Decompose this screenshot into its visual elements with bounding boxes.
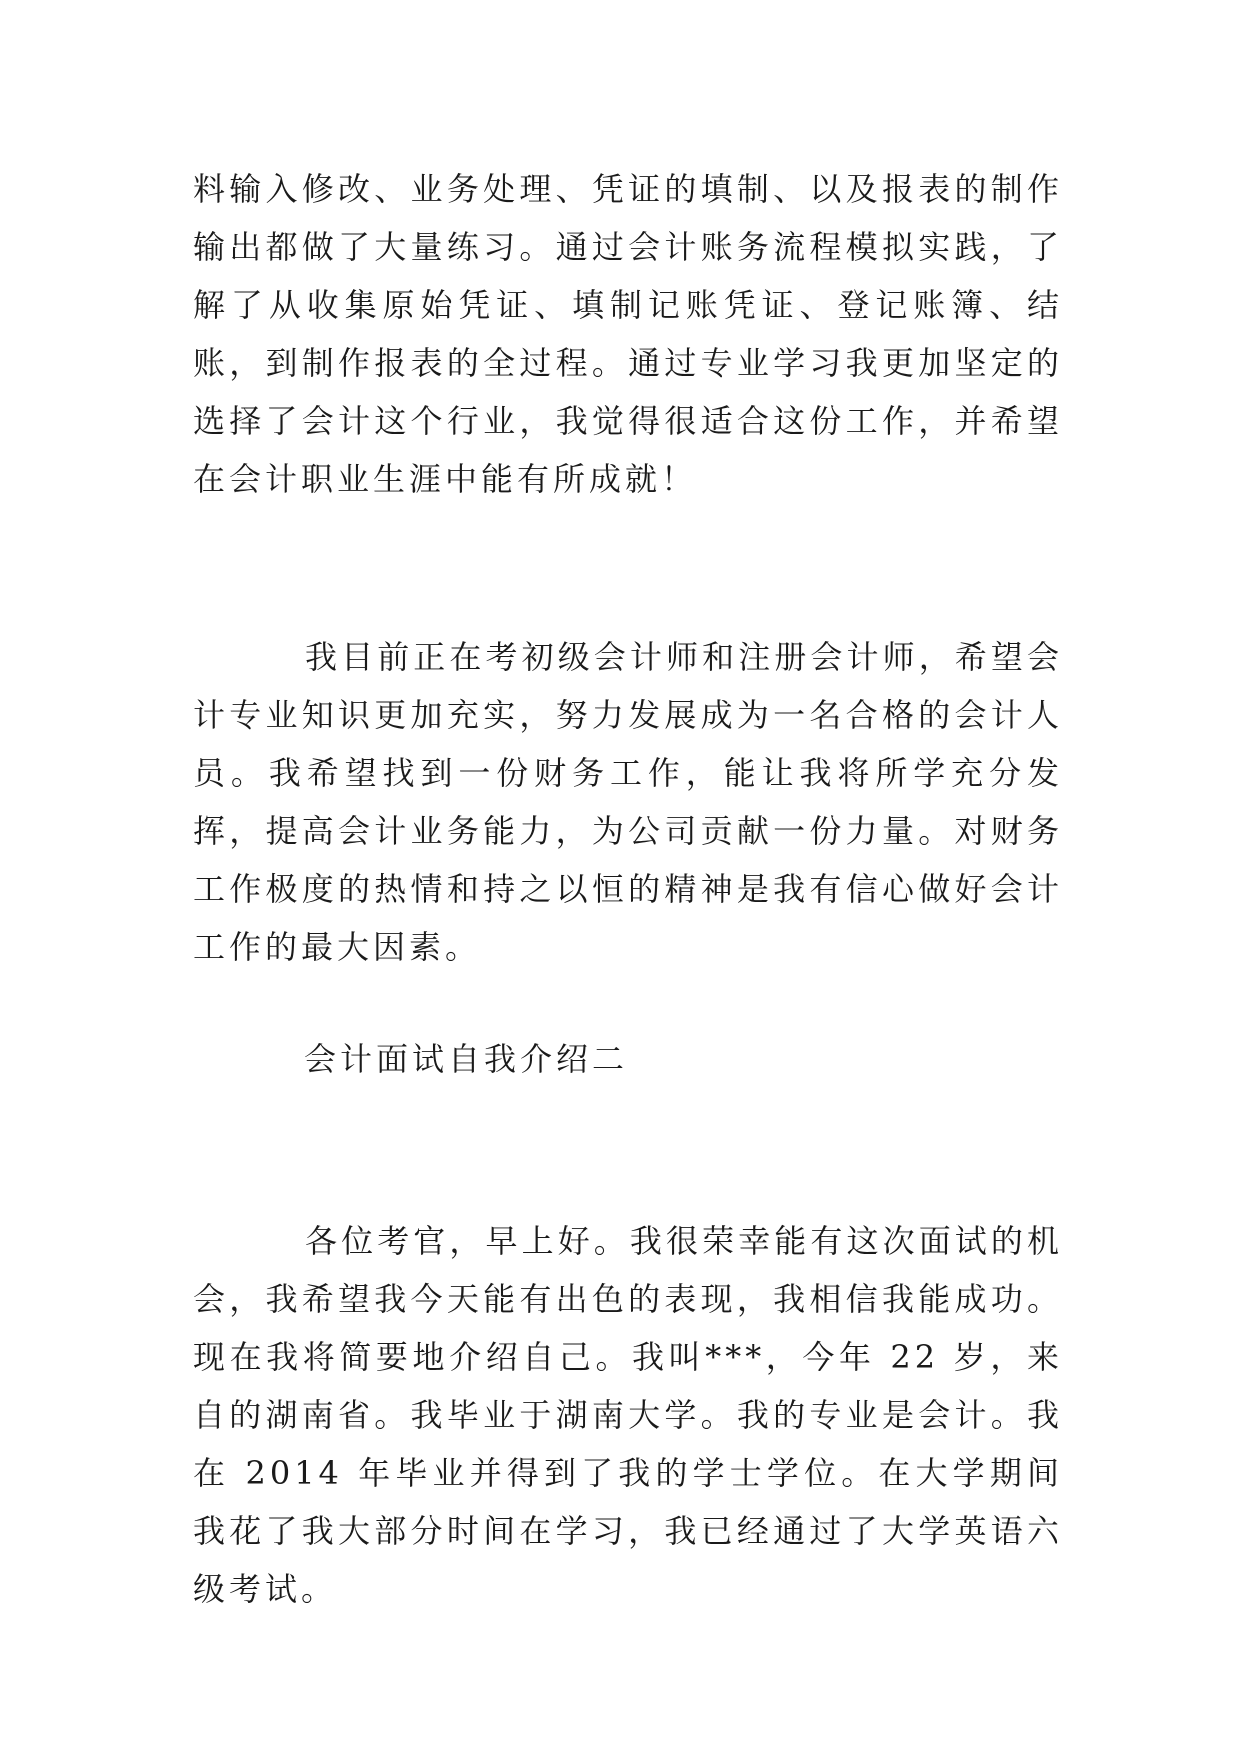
section-heading: 会计面试自我介绍二 <box>304 1040 629 1078</box>
body-paragraph-3: 各位考官，早上好。我很荣幸能有这次面试的机会，我希望我今天能有出色的表现，我相信我能成功。现在我将简要地介绍自己。我叫***，今年 22 岁，来自的湖南省。我毕业于湖南大学。我的专业是会计。我在 2014 年毕业并得到了我的学士学位。在大学期间我花了我大部分时间在学习，我已经通过了大学英语六级考试。 <box>193 1222 1063 1608</box>
body-paragraph-1: 料输入修改、业务处理、凭证的填制、以及报表的制作输出都做了大量练习。通过会计账务流程模拟实践，了解了从收集原始凭证、填制记账凭证、登记账簿、结账，到制作报表的全过程。通过专业学习我更加坚定的选择了会计这个行业，我觉得很适合这份工作，并希望在会计职业生涯中能有所成就！ <box>193 170 1063 498</box>
body-paragraph-2: 我目前正在考初级会计师和注册会计师，希望会计专业知识更加充实，努力发展成为一名合格的会计人员。我希望找到一份财务工作，能让我将所学充分发挥，提高会计业务能力，为公司贡献一份力量。对财务工作极度的热情和持之以恒的精神是我有信心做好会计工作的最大因素。 <box>193 638 1063 966</box>
